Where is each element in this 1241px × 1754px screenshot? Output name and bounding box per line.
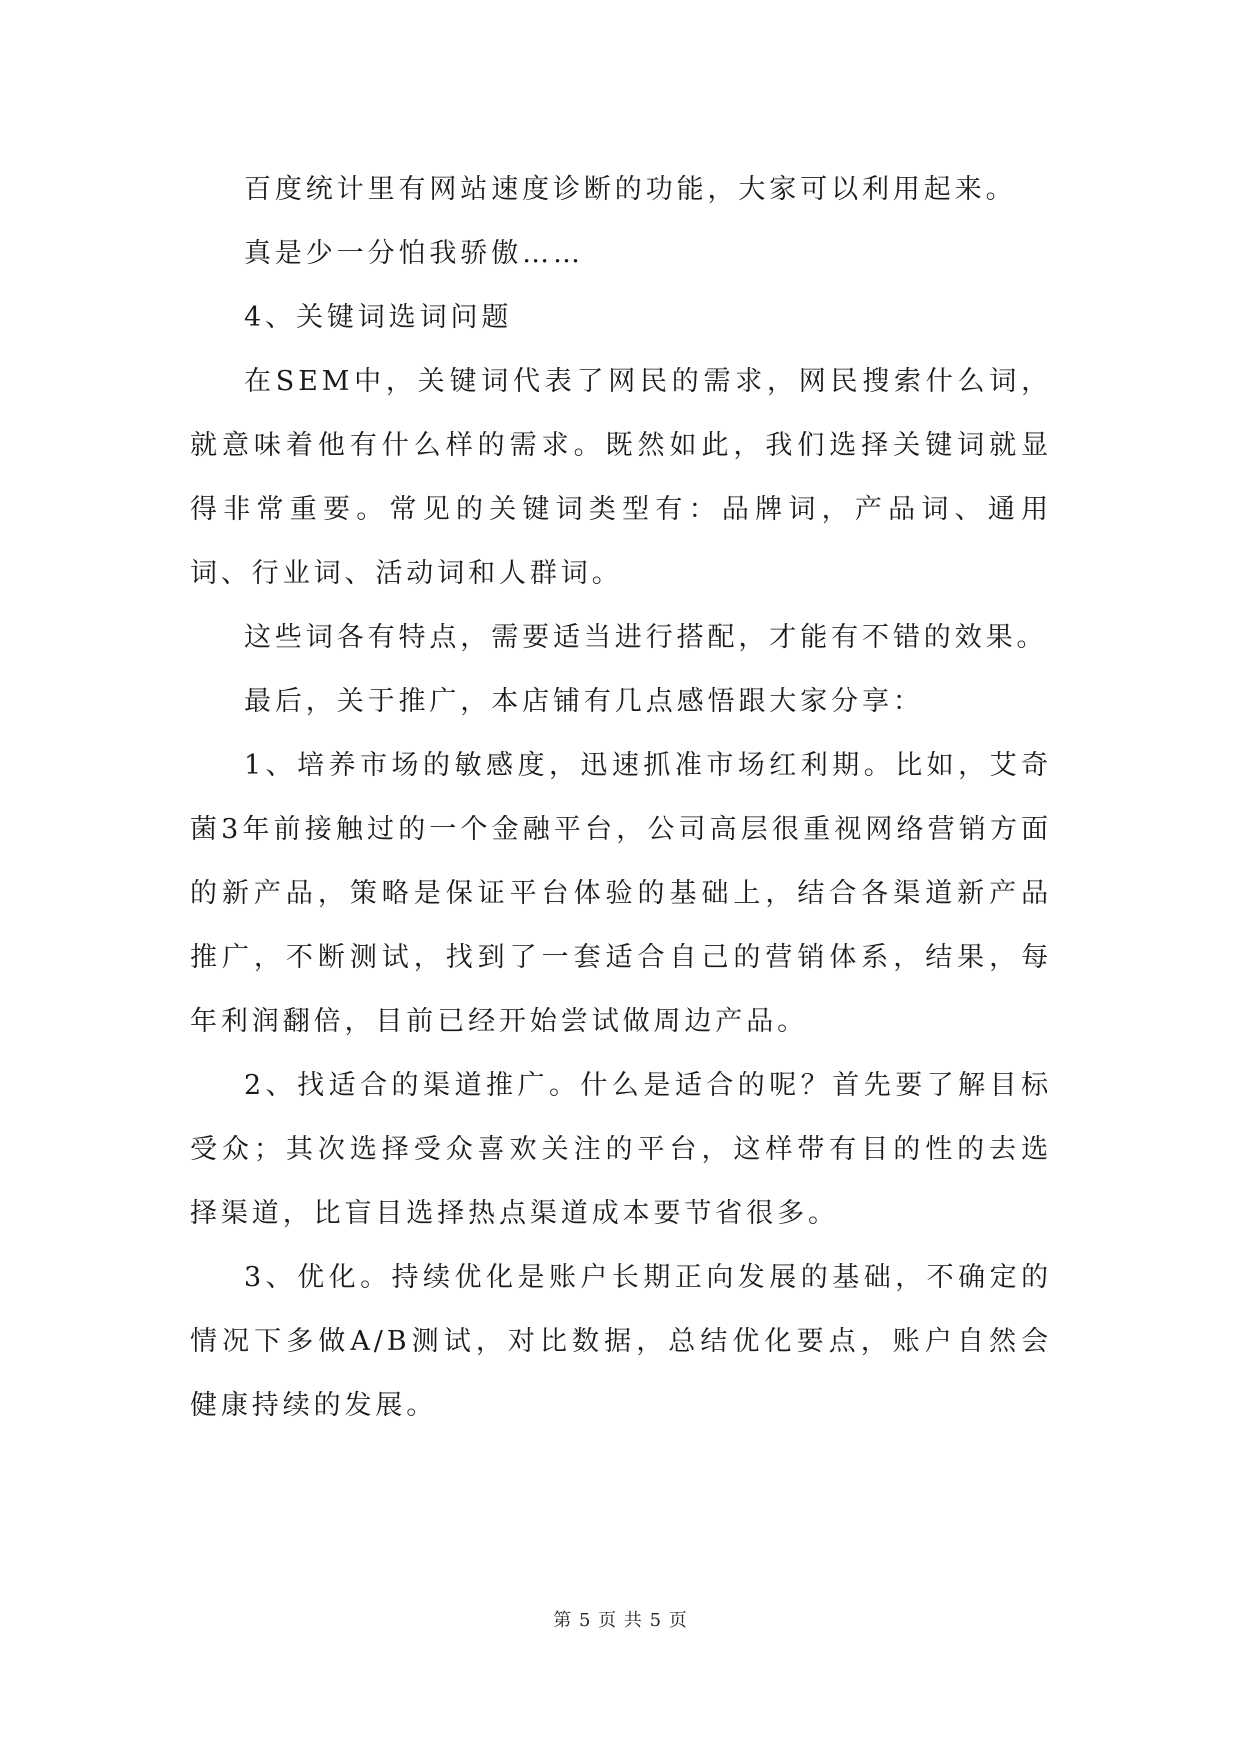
page-footer: [0, 1606, 1241, 1632]
section-heading: 4、关键词选词问题: [244, 302, 513, 333]
list-item: 2、找适合的渠道推广。什么是适合的呢？首先要了解目标受众；其次选择受众喜欢关注的平台，这样带有目的性的去选择渠道，比盲目选择热点渠道成本要节省很多。: [190, 1070, 1052, 1229]
paragraph: 在SEM中，关键词代表了网民的需求，网民搜索什么词，就意味着他有什么样的需求。既然如此，我们选择关键词就显得非常重要。常见的关键词类型有：品牌词，产品词、通用词、行业词、活动词和人群词。: [190, 366, 1052, 589]
page-number: 第 5 页 共 5 页: [553, 1610, 688, 1631]
paragraph: 真是少一分怕我骄傲……: [244, 238, 584, 269]
paragraph: 这些词各有特点，需要适当进行搭配，才能有不错的效果。: [244, 622, 1048, 653]
document-body: [190, 158, 1052, 1438]
list-item: 1、培养市场的敏感度，迅速抓准市场红利期。比如，艾奇菌3年前接触过的一个金融平台，公司高层很重视网络营销方面的新产品，策略是保证平台体验的基础上，结合各渠道新产品推广，不断测试，找到了一套适合自己的营销体系，结果，每年利润翻倍，目前已经开始尝试做周边产品。: [190, 750, 1052, 1037]
paragraph: 百度统计里有网站速度诊断的功能，大家可以利用起来。: [244, 174, 1017, 205]
paragraph: 最后，关于推广，本店铺有几点感悟跟大家分享：: [244, 686, 924, 717]
list-item: 3、优化。持续优化是账户长期正向发展的基础，不确定的情况下多做A/B测试，对比数据，总结优化要点，账户自然会健康持续的发展。: [190, 1262, 1052, 1421]
